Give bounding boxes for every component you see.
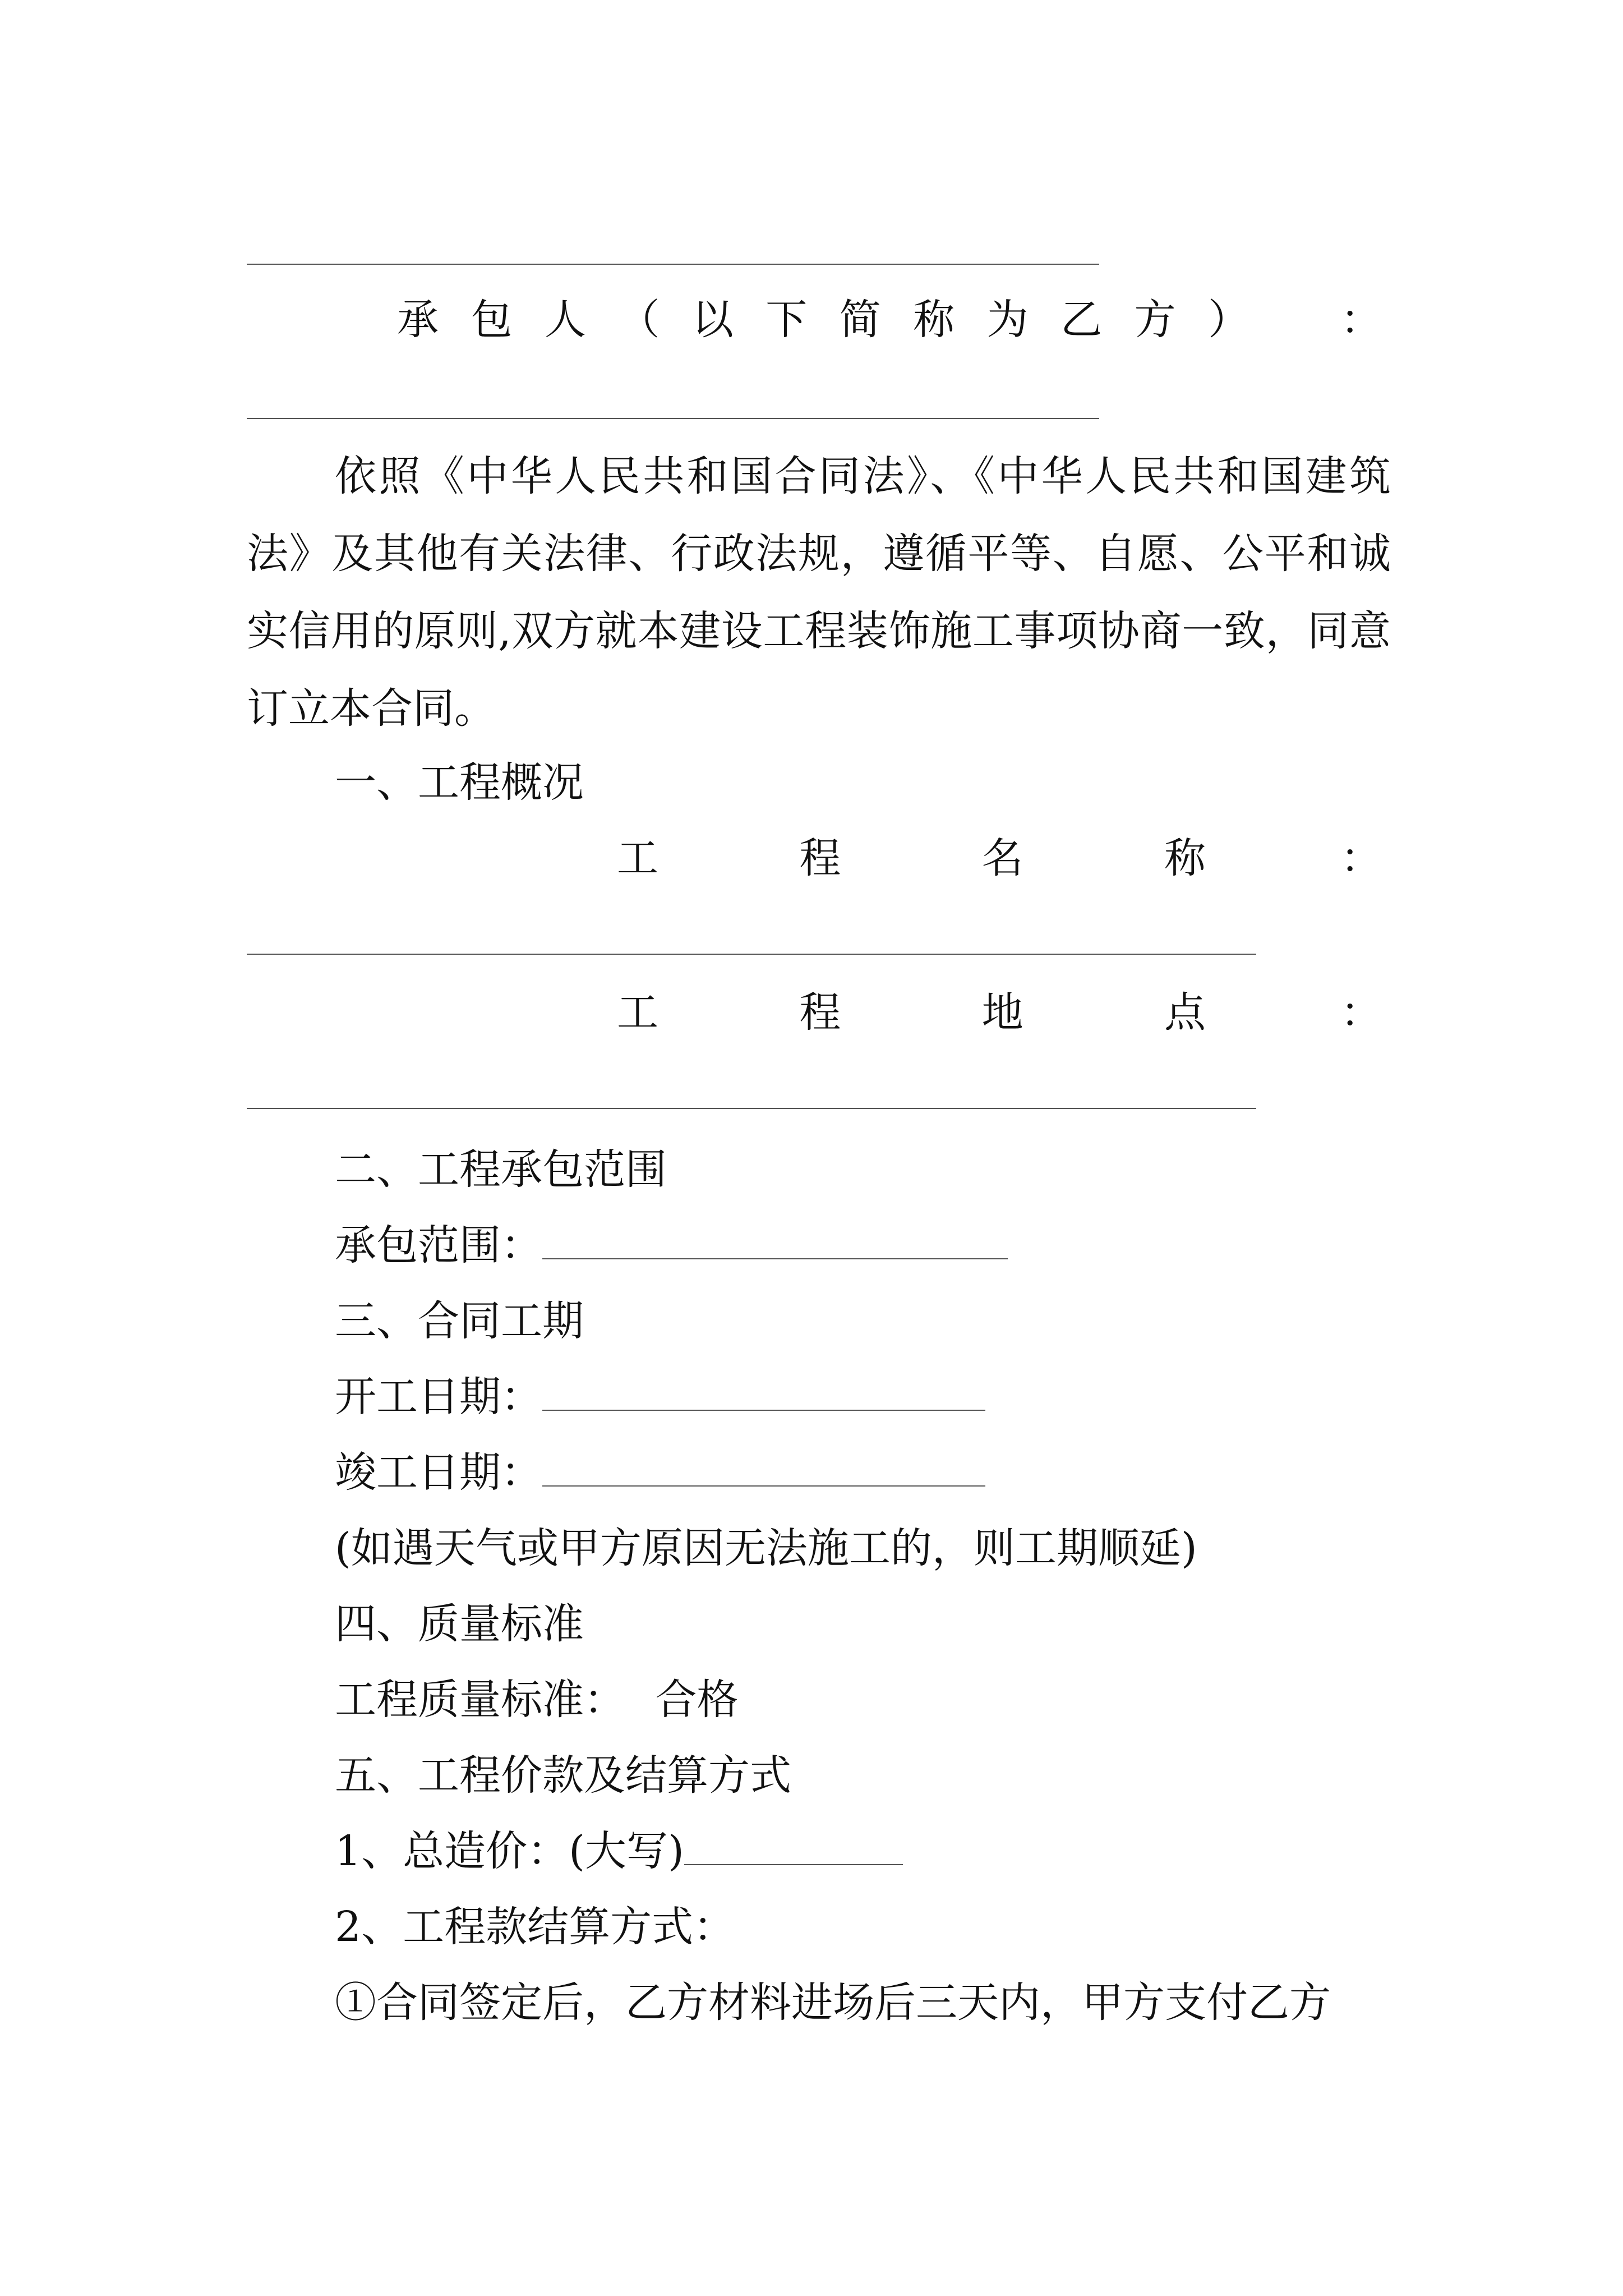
end-date-field[interactable]	[542, 1480, 985, 1487]
project-name-label: 工 程 名 称	[617, 834, 1206, 882]
scope-label: 承包范围：	[335, 1221, 542, 1269]
contractor-label: 承 包 人 （ 以 下 简 称 为 乙 方 ）	[397, 296, 1249, 344]
contractor-colon: ：	[1340, 296, 1382, 344]
scope-row	[335, 1217, 1008, 1273]
project-location-colon: ：	[1340, 988, 1382, 1037]
section-heading: 三、合同工期	[335, 1297, 584, 1345]
section-heading: 五、工程价款及结算方式	[335, 1751, 791, 1800]
delay-note: (如遇天气或甲方原因无法施工的，则工期顺延)	[335, 1524, 1197, 1572]
total-price-label: 1、总造价：(大写)	[335, 1827, 684, 1875]
section-heading: 二、工程承包范围	[335, 1145, 667, 1194]
section-heading: 四、质量标准	[335, 1600, 584, 1648]
project-location-field[interactable]	[247, 1108, 1256, 1109]
end-date-row	[335, 1444, 985, 1501]
blank-line[interactable]	[247, 418, 1099, 419]
project-name-field[interactable]	[247, 954, 1256, 955]
start-date-field[interactable]	[542, 1404, 985, 1411]
total-price-row	[335, 1823, 903, 1879]
blank-line[interactable]	[247, 264, 1099, 265]
start-date-label: 开工日期：	[335, 1373, 542, 1421]
project-name-colon: ：	[1340, 834, 1382, 882]
payment-clause: ①合同签定后，乙方材料进场后三天内，甲方支付乙方	[335, 1978, 1331, 2027]
end-date-label: 竣工日期：	[335, 1448, 542, 1497]
section-heading: 一、工程概况	[335, 758, 584, 807]
project-location-label: 工 程 地 点	[617, 988, 1206, 1037]
start-date-row	[335, 1369, 985, 1425]
intro-paragraph: 依照《中华人民共和国合同法》、《中华人民共和国建筑法》及其他有关法律、行政法规，遵循平等、自愿、公平和诚实信用的原则,双方就本建设工程装饰施工事项协商一致，同意订立本合同。	[247, 452, 1391, 733]
quality-label: 工程质量标准：	[335, 1676, 625, 1724]
settlement-label: 2、工程款结算方式：	[335, 1903, 735, 1951]
scope-field[interactable]	[542, 1253, 1008, 1259]
quality-value: 合格	[655, 1676, 739, 1724]
quality-row	[335, 1672, 739, 1728]
total-price-field[interactable]	[684, 1858, 903, 1865]
